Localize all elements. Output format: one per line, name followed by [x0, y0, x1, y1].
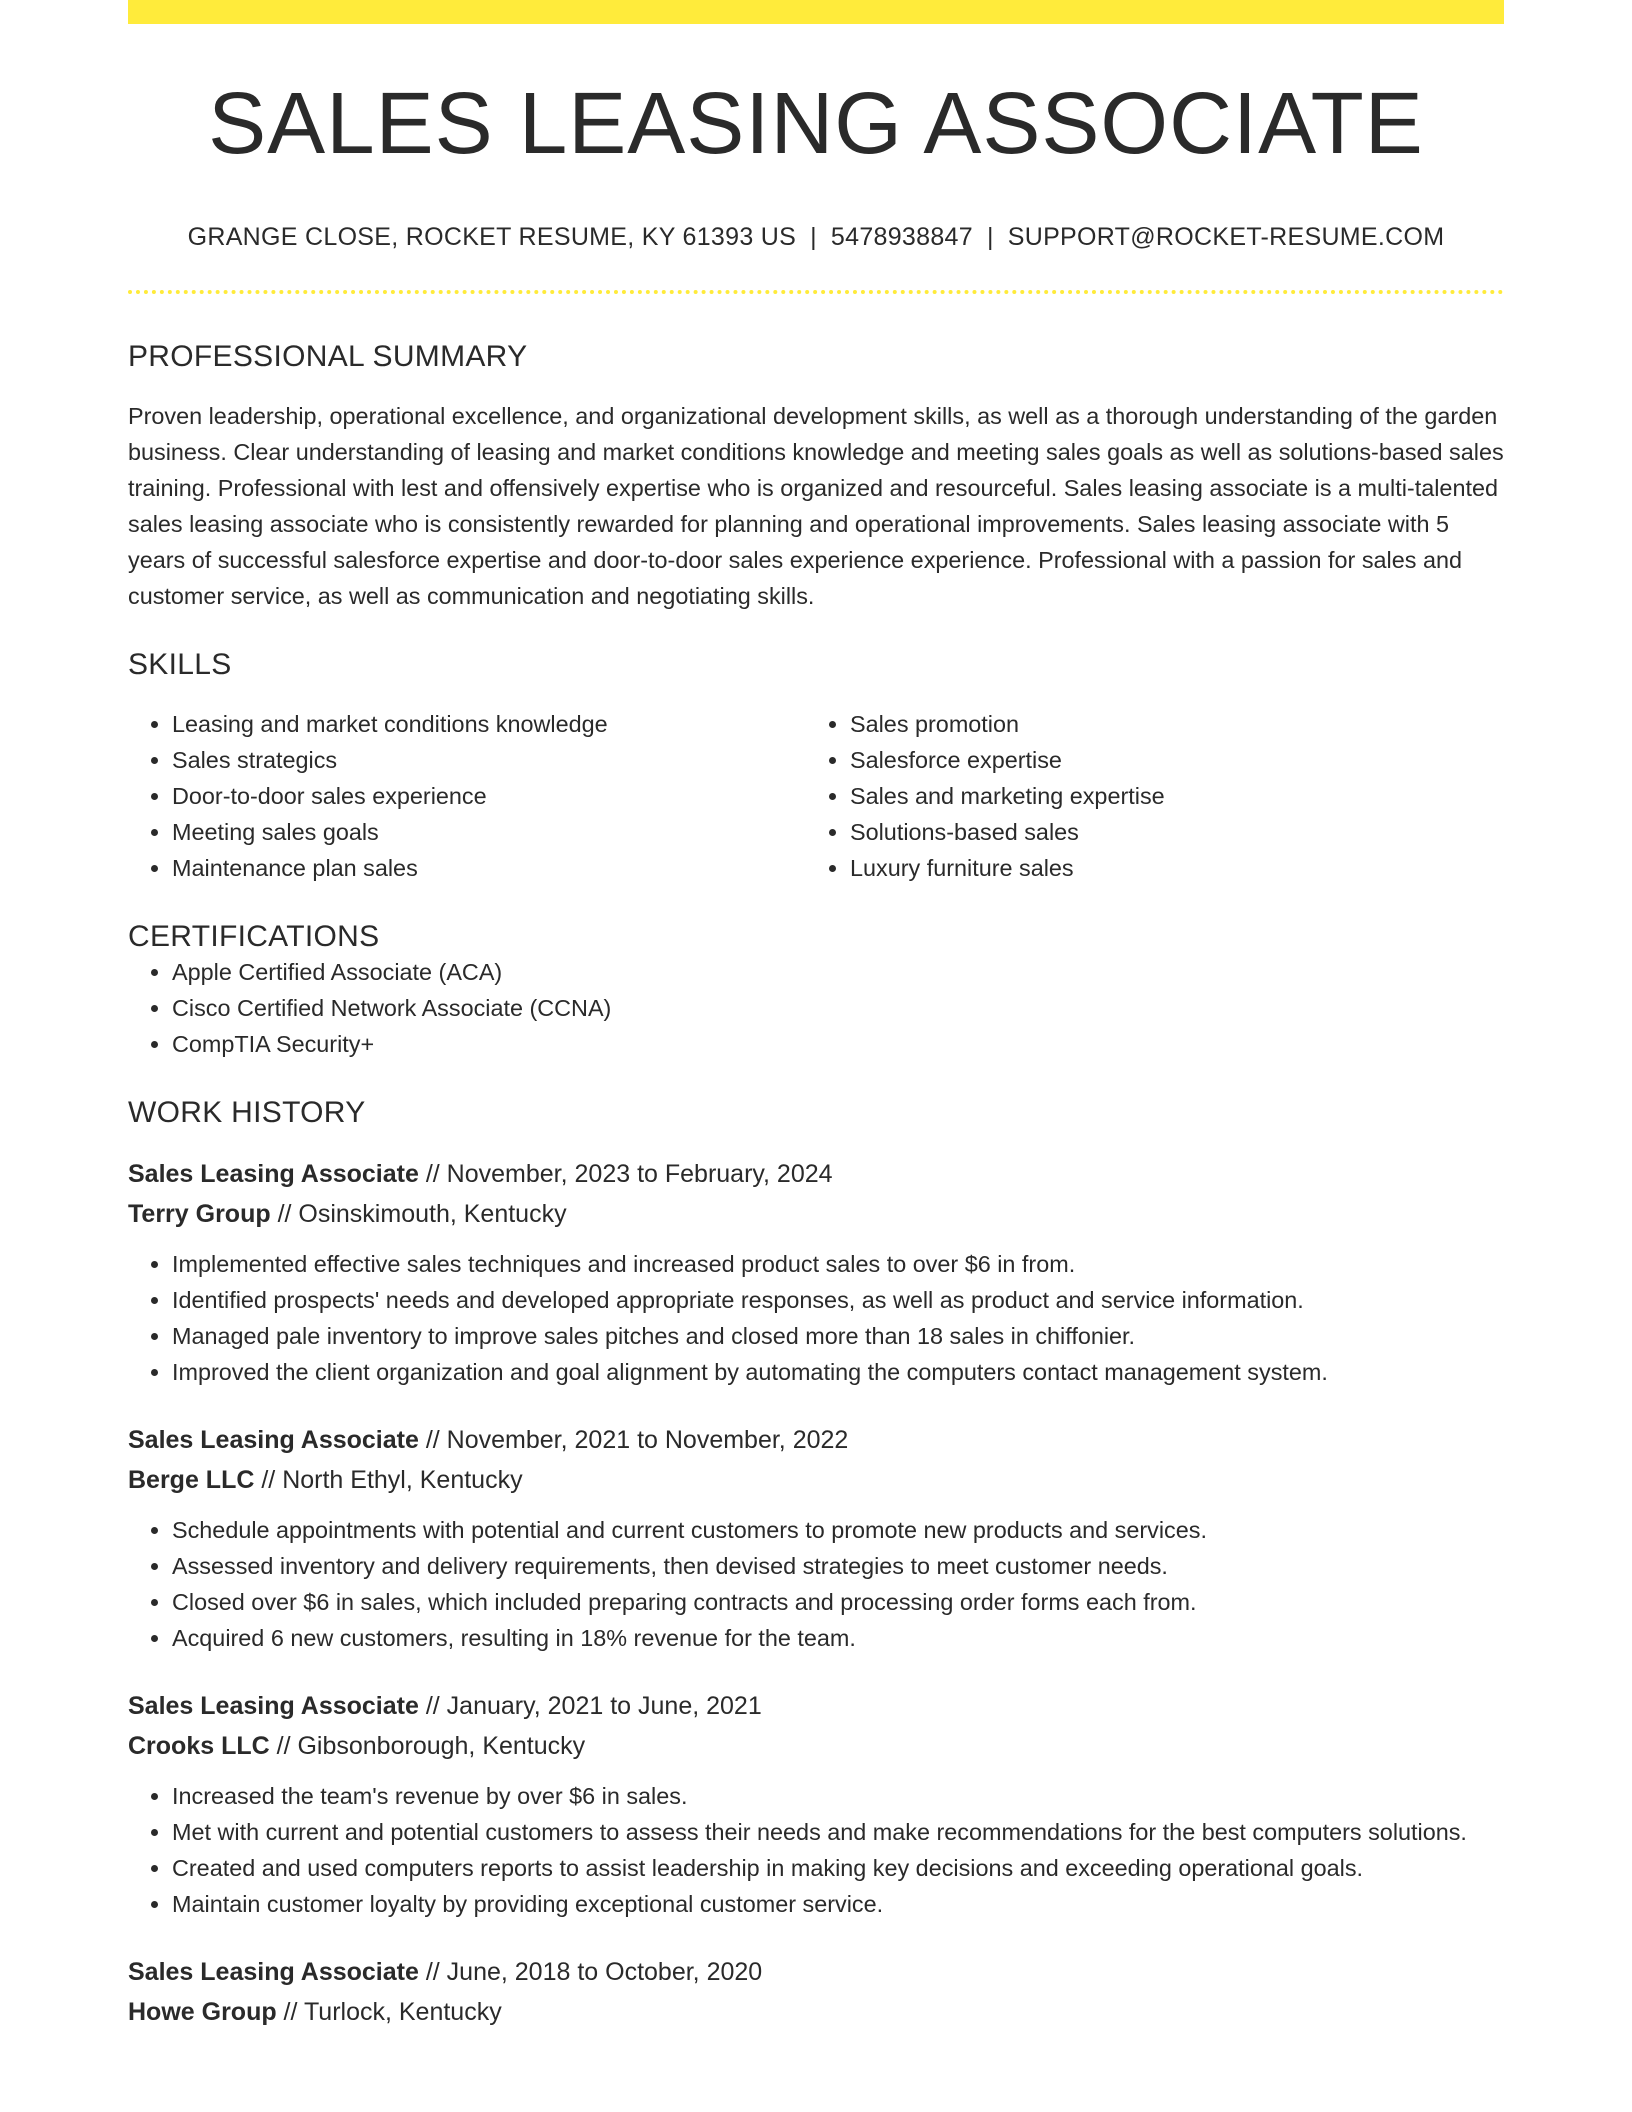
accent-top-bar [128, 0, 1504, 24]
job-bullet: • Closed over $6 in sales, which included preparing contracts and processing order forms each from. [172, 1584, 1504, 1620]
job-company: Crooks LLC [128, 1732, 270, 1760]
job-bullet: • Maintain customer loyalty by providing exceptional customer service. [172, 1886, 1504, 1922]
skills-right-list [806, 706, 1484, 886]
certification-item: • Apple Certified Associate (ACA) [172, 954, 1504, 990]
contact-phone: 5478938847 [830, 223, 973, 251]
resume-page [128, 0, 1504, 2032]
job-entry [128, 1952, 1504, 2032]
job-bullet: • Identified prospects' needs and developed appropriate responses, as well as product and service information. [172, 1282, 1504, 1318]
contact-line [128, 223, 1504, 252]
job-company-line [128, 1992, 1504, 2032]
job-company-line [128, 1194, 1504, 1234]
job-title: Sales Leasing Associate [128, 1958, 419, 1986]
job-bullet: • Increased the team's revenue by over $6 in sales. [172, 1778, 1504, 1814]
job-location: // Gibsonborough, Kentucky [269, 1732, 586, 1760]
job-title: Sales Leasing Associate [128, 1160, 419, 1188]
skill-item: • Leasing and market conditions knowledge [172, 706, 806, 742]
job-title-line [128, 1952, 1504, 1992]
summary-heading: PROFESSIONAL SUMMARY [128, 340, 528, 373]
job-company: Berge LLC [128, 1466, 255, 1494]
dotted-divider [128, 290, 1504, 294]
job-location: // North Ethyl, Kentucky [254, 1466, 523, 1494]
skill-item: • Sales promotion [850, 706, 1484, 742]
job-bullet: • Acquired 6 new customers, resulting in 18% revenue for the team. [172, 1620, 1504, 1656]
job-dates: // June, 2018 to October, 2020 [418, 1958, 763, 1986]
job-dates: // November, 2023 to February, 2024 [418, 1160, 833, 1188]
job-bullets [128, 1778, 1504, 1922]
skills-left-list [128, 706, 806, 886]
skills-heading: SKILLS [128, 648, 232, 681]
job-bullet: • Implemented effective sales techniques and increased product sales to over $6 in from. [172, 1246, 1504, 1282]
certifications-list [128, 954, 1504, 1062]
certifications-heading: CERTIFICATIONS [128, 920, 380, 953]
job-dates: // November, 2021 to November, 2022 [418, 1426, 849, 1454]
skill-item: • Sales strategics [172, 742, 806, 778]
job-company: Terry Group [128, 1200, 271, 1228]
job-bullets [128, 1246, 1504, 1390]
job-company-line [128, 1726, 1504, 1766]
job-location: // Osinskimouth, Kentucky [270, 1200, 567, 1228]
skill-item: • Door-to-door sales experience [172, 778, 806, 814]
skill-item: • Sales and marketing expertise [850, 778, 1484, 814]
contact-email: SUPPORT@ROCKET-RESUME.COM [1007, 223, 1445, 251]
job-bullet: • Created and used computers reports to assist leadership in making key decisions and exceeding operational goals. [172, 1850, 1504, 1886]
job-bullet: • Schedule appointments with potential and current customers to promote new products and services. [172, 1512, 1504, 1548]
job-company-line [128, 1460, 1504, 1500]
certification-item: • CompTIA Security+ [172, 1026, 1504, 1062]
resume-title: SALES LEASING ASSOCIATE [208, 75, 1424, 172]
contact-separator: | [810, 223, 817, 251]
job-dates: // January, 2021 to June, 2021 [418, 1692, 762, 1720]
skills-columns [128, 706, 1504, 886]
job-title: Sales Leasing Associate [128, 1692, 419, 1720]
job-entry [128, 1686, 1504, 1922]
job-bullet: • Assessed inventory and delivery requirements, then devised strategies to meet customer needs. [172, 1548, 1504, 1584]
contact-address: GRANGE CLOSE, ROCKET RESUME, KY 61393 US [187, 223, 797, 251]
job-title-line [128, 1154, 1504, 1194]
skill-item: • Solutions-based sales [850, 814, 1484, 850]
job-entry [128, 1154, 1504, 1390]
summary-text: Proven leadership, operational excellence, and organizational development skills, as well as a thorough understanding of the garden business. Clear understanding of leasing and market conditions knowledge and meeting sales goals as well as solutions-based sales training. Professional with lest and offensively expertise who is organized and resourceful. Sales leasing associate is a multi-talented sales leasing associate who is consistently rewarded for planning and operational improvements. Sales leasing associate with 5 years of successful salesforce expertise and door-to-door sales experience experience. Professional with a passion for sales and customer service, as well as communication and negotiating skills. [128, 403, 1504, 609]
job-bullets [128, 1512, 1504, 1656]
skill-item: • Salesforce expertise [850, 742, 1484, 778]
job-title-line [128, 1420, 1504, 1460]
contact-separator: | [986, 223, 994, 251]
job-entry [128, 1420, 1504, 1656]
job-bullet: • Improved the client organization and goal alignment by automating the computers contact management system. [172, 1354, 1504, 1390]
job-title-line [128, 1686, 1504, 1726]
job-bullet: • Managed pale inventory to improve sales pitches and closed more than 18 sales in chiffonier. [172, 1318, 1504, 1354]
certification-item: • Cisco Certified Network Associate (CCNA) [172, 990, 1504, 1026]
skill-item: • Luxury furniture sales [850, 850, 1484, 886]
job-bullet: • Met with current and potential customers to assess their needs and make recommendations for the best computers solutions. [172, 1814, 1504, 1850]
skill-item: • Maintenance plan sales [172, 850, 806, 886]
job-company: Howe Group [128, 1998, 277, 2026]
skill-item: • Meeting sales goals [172, 814, 806, 850]
job-title: Sales Leasing Associate [128, 1426, 419, 1454]
work-history-heading: WORK HISTORY [128, 1096, 366, 1129]
job-location: // Turlock, Kentucky [276, 1998, 502, 2026]
